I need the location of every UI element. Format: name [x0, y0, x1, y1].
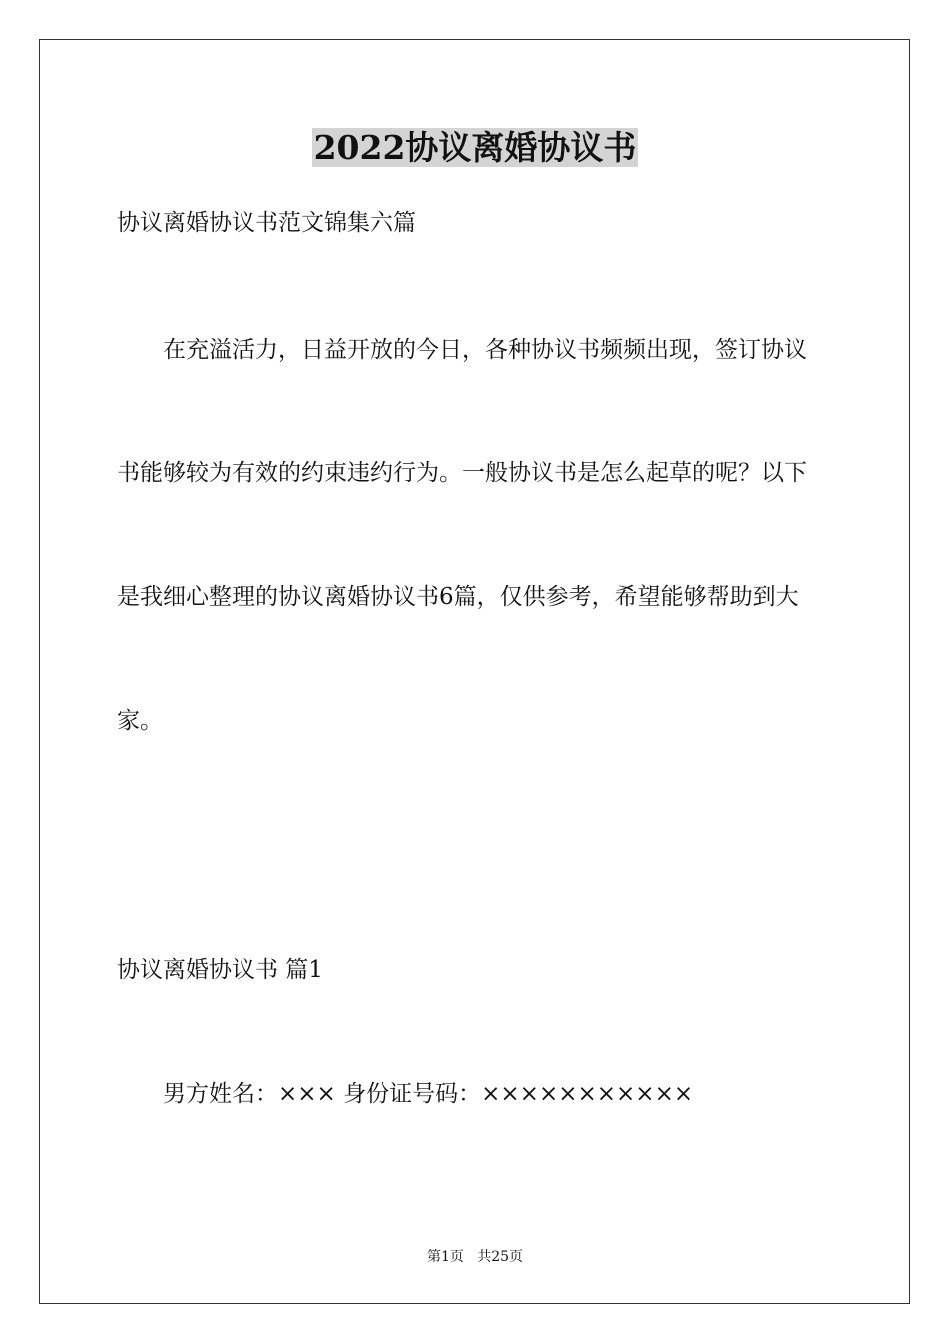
document-title-text: 2022协议离婚协议书: [313, 128, 637, 167]
intro-line-4: 家。: [117, 708, 163, 734]
male-info-line: 男方姓名：××× 身份证号码：×××××××××××: [117, 1081, 694, 1107]
document-subtitle: 协议离婚协议书范文锦集六篇: [117, 210, 416, 236]
intro-line-3: 是我细心整理的协议离婚协议书6篇，仅供参考，希望能够帮助到大: [117, 584, 799, 610]
intro-line-1: 在充溢活力，日益开放的今日，各种协议书频频出现，签订协议: [117, 337, 807, 363]
page-footer: 第1页 共25页: [426, 1249, 524, 1265]
intro-line-2: 书能够较为有效的约束违约行为。一般协议书是怎么起草的呢？以下: [117, 460, 807, 486]
section-heading: 协议离婚协议书 篇1: [117, 957, 323, 983]
document-title: [0, 126, 950, 170]
